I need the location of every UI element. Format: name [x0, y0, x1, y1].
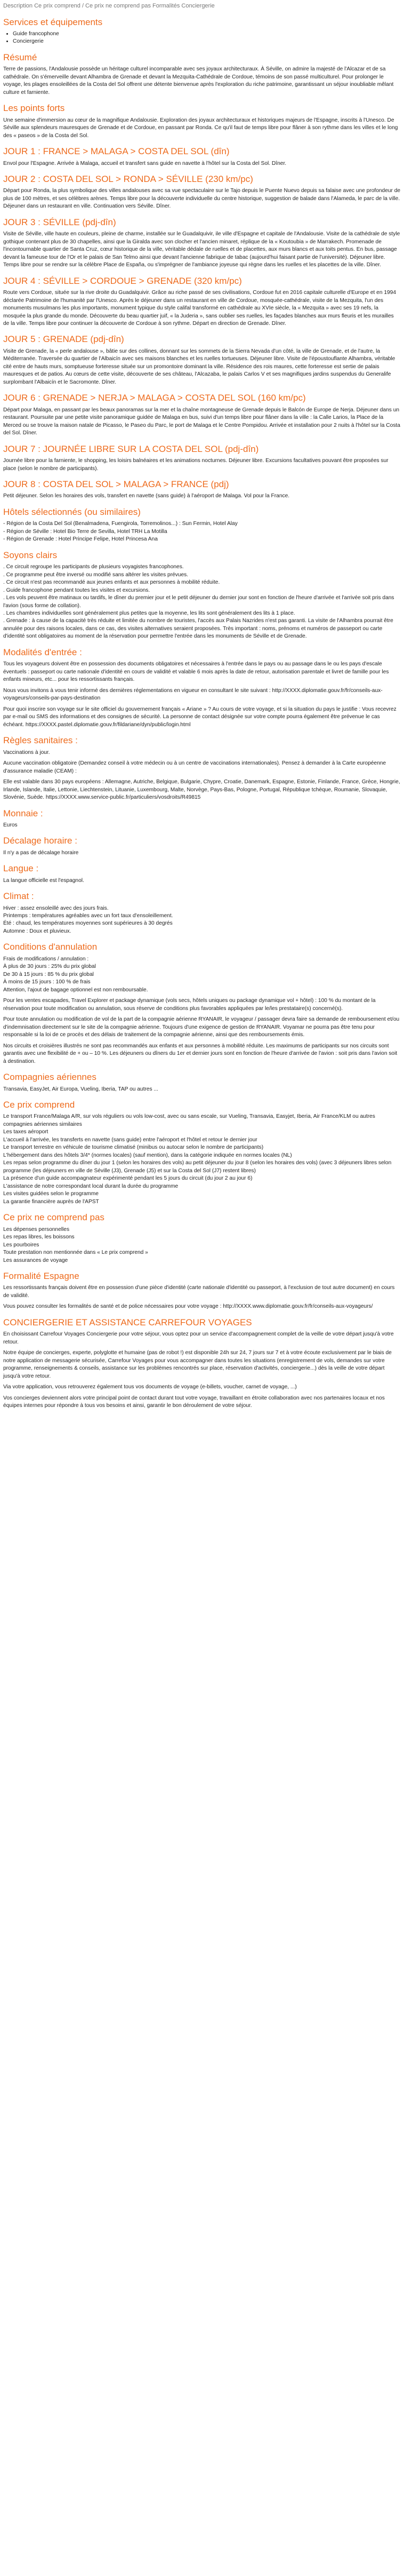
airlines-text: Transavia, EasyJet, Air Europa, Vueling, Iberia, TAP ou autres ... — [3, 1086, 158, 1092]
concierge-paragraph: Via votre application, vous retrouverez également tous vos documents de voyage (e-billets, voucher, carnet de voyage, ...) — [3, 1384, 297, 1390]
cancellation-fees — [3, 956, 401, 994]
excludes-line: Les assurances de voyage — [3, 1257, 68, 1263]
excludes-line: Les pourboires — [3, 1242, 39, 1248]
climate-line: Été : chaud, les températures moyennes sont supérieures à 30 degrés — [3, 920, 173, 927]
day-2-text: Départ pour Ronda, la plus symbolique des villes andalouses avec sa vue spectaculaire sur le Tajo depuis le Puente Nuevo depuis sa falaise avec une profondeur de plus de 100 mètres, et ses célèbres arènes. Temps libre pour la découverte individuelle du centre historique, suggestion de balade dans l'Alameda, le parc de la ville. Déjeuner dans un restaurant en ville. Continuation vers Séville. Dîner. — [3, 188, 401, 210]
entry-paragraph: Pour quoi inscrire son voyage sur le site officiel du gouvernement français « Ariane » ? Au cours de votre voyage, et si la situation du pays le justifie : Vous recevrez par e-mail ou SMS des informations et des consignes de sécurité. La personne de contact désignée sur votre compte pourra également être prévenue le cas échéant. https://XXXX.pastel.diplomatie.gouv.fr/fildariane/dyn/public/login.html — [3, 706, 397, 728]
resume-heading: Résumé — [3, 52, 37, 62]
list-item: • Guide francophone — [13, 30, 401, 38]
excludes-line: Toute prestation non mentionnée dans « Le prix comprend » — [3, 1250, 148, 1256]
concierge-paragraph: Notre équipe de concierges, experte, polyglotte et humaine (pas de robot !) est disponible 24h sur 24, 7 jours sur 7 et à votre écoute exclusivement par le biais de notre application de messagerie sécurisée, Carrefour Voyages pour vous accompagner dans toutes les situations (enregistrement de vols, demandes sur votre programme, renseignements & conseils, assistance sur les problèmes rencontrés sur place, réservation d'activités, conciergerie...) dès la veille de votre départ jusqu'à votre retour. — [3, 1350, 392, 1379]
day-1-text: Envol pour l'Espagne. Arrivée à Malaga, accueil et transfert sans guide en navette à l'hôtel sur la Costa del Sol. Dîner. — [3, 160, 287, 166]
climate-line: Printemps : températures agréables avec un fort taux d'ensoleillement. — [3, 913, 173, 919]
includes-line: La présence d'un guide accompagnateur expérimenté pendant les 5 jours du circuit (du jour 2 au jour 6) — [3, 1175, 253, 1182]
excludes-line: Les dépenses personnelles — [3, 1226, 70, 1233]
hotels-heading: Hôtels sélectionnés (ou similaires) — [3, 506, 141, 517]
concierge-paragraph: En choisissant Carrefour Voyages Conciergerie pour votre séjour, vous optez pour un service d'accompagnement complet de la veille de votre départ jusqu'à votre retour. — [3, 1331, 394, 1345]
day-4-heading: JOUR 4 : SÉVILLE > CORDOUE > GRENADE (320 km/pc) — [3, 275, 242, 286]
note-line: . Ce programme peut être inversé ou modifié sans altérer les visites prévues. — [3, 571, 189, 578]
price-includes-list — [3, 1113, 401, 1206]
day-2-heading: JOUR 2 : COSTA DEL SOL > RONDA > SÉVILLE (230 km/pc) — [3, 174, 253, 185]
health-paragraph: Vaccinations à jour. — [3, 749, 50, 756]
excludes-line: Les repas libres, les boissons — [3, 1234, 75, 1241]
includes-line: Le transport terrestre en véhicule de tourisme climatisé (minibus ou autocar selon le nombre de participants) — [3, 1144, 264, 1151]
resume-text: Terre de passions, l'Andalousie possède un héritage culturel incomparable avec ses joyaux architecturaux. À Séville, on admire la majesté de l'Alcazar et de sa cathédrale. On s'émerveille devant Alhambra de Grenade et devant la Mezquita-Cathédrale de Cordoue, témoins de son passé multiculturel. Pour prolonger le voyage, les plages ensoleillées de la Costa del Sol offrent une détente bienvenue après l'exploration du riche patrimoine, garantissant un séjour inoubliable mêlant culture et farniente. — [3, 66, 394, 96]
health-paragraph: Elle est valable dans 30 pays européens : Allemagne, Autriche, Belgique, Bulgarie, Chypre, Croatie, Danemark, Espagne, Estonie, Finlande, France, Grèce, Hongrie, Irlande, Islande, Italie, Lettonie, Liechtenstein, Lituanie, Luxembourg, Malte, Norvège, Pays-Bas, Pologne, Portugal, République tchèque, Roumanie, Slovaquie, Slovénie, Suède. https://XXXX.www.service-public.fr/particuliers/vosdroits/R49815 — [3, 779, 400, 801]
concierge-paragraph: Vos concierges deviennent alors votre principal point de contact durant tout votre voyage, travaillant en étroite collaboration avec nos partenaires locaux et nos équipes internes pour répondre à tous vos besoins et ainsi, garantir le bon déroulement de votre séjour. — [3, 1395, 385, 1409]
day-8-heading: JOUR 8 : COSTA DEL SOL > MALAGA > FRANCE (pdj) — [3, 479, 229, 489]
note-line: . Guide francophone pendant toutes les visites et excursions. — [3, 587, 150, 593]
cancellation-paragraph: Pour les ventes escapades, Travel Explorer et package dynamique (vols secs, hôtels uniques ou package dynamique vol + hôtel) : 100 % du montant de la réservation pour toute modification ou annulation, sous réserve de conditions plus favorables appliquées par le/les prestataire(s) concerné(s). — [3, 998, 376, 1012]
day-5-text: Visite de Grenade, la « perle andalouse », bâtie sur des collines, donnant sur les sommets de la Sierra Nevada d'un côté, la ville de Grenade, et de l'autre, la Méditerranée. Traversée du quartier de l'Albaicín avec ses maisons blanches et les ruelles tortueuses. Déjeuner libre. Visite de l'époustouflante Alhambra, véritable cité entre de hauts murs, somptueuse forteresse située sur un promontoire dominant la ville. Résidence des rois maures, cette forteresse est sertie de palais mauresques et de patios. Au cœurs de cette visite, découverte de ses château, l'Alcazaba, le palais Carlos V et ses magnifiques jardins suspendus du Generalife surplombant l'Albaicín et le Sacromonte. Dîner. — [3, 348, 395, 385]
entry-paragraph: Nous vous invitons à vous tenir informé des dernières réglementations en vigueur en consultant le site suivant : http://XXXX.diplomatie.gouv.fr/fr/conseils-aux-voyageurs/conseils-par-pays-destination — [3, 687, 383, 702]
timezone-text: Il n'y a pas de décalage horaire — [3, 849, 79, 856]
entry-heading: Modalités d'entrée : — [3, 647, 82, 657]
includes-line: L'accueil à l'arrivée, les transferts en navette (sans guide) entre l'aéroport et l'hôtel et retour le dernier jour — [3, 1136, 257, 1143]
note-line: . Les vols peuvent être matinaux ou tardifs, le dîner du premier jour et le petit déjeuner du dernier jour sont en fonction de l'heure d'arrivée et l'arrivée soit pris dans l'avion (sous forme de collation). — [3, 595, 394, 609]
fee-line: À plus de 30 jours : 25% du prix global — [3, 964, 96, 970]
services-heading: Services et équipements — [3, 17, 103, 27]
day-6-heading: JOUR 6 : GRENADE > NERJA > MALAGA > COSTA DEL SOL (160 km/pc) — [3, 393, 306, 403]
highlights-text: Une semaine d'immersion au cœur de la magnifique Andalousie. Exploration des joyaux architecturaux et historiques majeurs de l'Espagne, inscrits à l'Unesco. De Séville aux splendeurs mauresques de Grenade et de Cordoue, en passant par Ronda. Ce qu'il faut de temps libre pour flâner à son rythme dans les villes et le long des « paseos » de la Costa del Sol. — [3, 117, 398, 139]
climate-list — [3, 905, 401, 936]
hotel-line: - Région de Séville : Hotel Bio Terre de Sevilla, Hotel TRH La Motilla — [3, 528, 167, 535]
cancellation-paragraph: Pour toute annulation ou modification de vol de la part de la compagnie aérienne RYANAIR, le voyageur / passager devra faire sa demande de remboursement et/ou d'indemnisation directement sur le site de la compagnie aérienne. Toujours d'une exigence de gestion de RYANAIR. Voyamar ne pourra pas être tenu pour responsable si la loi de ce procès et des délais de traitement de la compagnie aérienne, ainsi que des remboursements émis. — [3, 1016, 400, 1038]
price-excludes-heading: Ce prix ne comprend pas — [3, 1212, 104, 1223]
hotel-line: - Région de Grenade : Hotel Principe Felipe, Hotel Princesa Ana — [3, 536, 158, 543]
entry-paragraph: Tous les voyageurs doivent être en possession des documents obligatoires et nécessaires à l'entrée dans le pays ou au passage dans le ou les pays d'escale éventuels : passeport ou carte nationale d'identité en cours de validité et valable 6 mois après la date de retour, autorisation parentale et livret de famille pour les enfants mineurs, etc... pour les ressortissants français. — [3, 661, 389, 683]
note-line: . Grenade : à cause de la capacité très réduite et limitée du nombre de touristes, l'accès aux Palais Nazrides n'est pas garanti. La visite de l'Alhambra pourrait être annulée pour des raisons locales, dans ce cas, des visites alternatives seraient proposées. Très important : noms, prénoms et numéros de passeport ou carte d'identité sont obligatoires au moment de la réservation pour permettre l'entrée dans les monuments de Séville et de Grenade. — [3, 618, 393, 640]
day-3-heading: JOUR 3 : SÉVILLE (pdj-dîn) — [3, 217, 116, 227]
note-line: . Ce circuit n'est pas recommandé aux jeunes enfants et aux personnes à mobilité réduite. — [3, 579, 220, 586]
includes-line: Les visites guidées selon le programme — [3, 1191, 99, 1197]
day-7-text: Journée libre pour la farniente, le shopping, les loisirs balnéaires et les animations nocturnes. Déjeuner libre. Excursions facultatives pouvant être proposées sur place (selon le nombre de participants). — [3, 458, 389, 472]
currency-text: Euros — [3, 822, 18, 828]
language-text: La langue officielle est l'espagnol. — [3, 877, 84, 884]
note-line: . Ce circuit regroupe les participants de plusieurs voyagistes francophones. — [3, 564, 184, 570]
includes-line: L'hébergement dans des hôtels 3/4* (normes locales) (sauf mention), dans la catégorie indiquée en normes locales (NL) — [3, 1152, 292, 1158]
hotel-line: - Région de la Costa Del Sol (Benalmadena, Fuengirola, Torremolinos...) : Sun Fermin, Hotel Alay — [3, 521, 238, 527]
highlights-heading: Les points forts — [3, 103, 65, 114]
note-line: . Les chambres individuelles sont généralement plus petites que la moyenne, les lits sont généralement des lits à 1 place. — [3, 610, 295, 616]
price-includes-heading: Ce prix comprend — [3, 1100, 75, 1110]
health-paragraph: Aucune vaccination obligatoire (Demandez conseil à votre médecin ou à un centre de vaccinations internationales). Pensez à demander à la Carte européenne d'assurance maladie (CEAM) : — [3, 760, 386, 774]
list-item: • Conciergerie — [13, 38, 401, 45]
fee-line: Attention, l'ajout de bagage optionnel est non remboursable. — [3, 987, 148, 993]
airlines-heading: Compagnies aériennes — [3, 1072, 96, 1083]
language-heading: Langue : — [3, 863, 39, 874]
currency-heading: Monnaie : — [3, 808, 43, 818]
day-8-text: Petit déjeuner. Selon les horaires des vols, transfert en navette (sans guide) à l'aéroport de Malaga. Vol pour la France. — [3, 493, 290, 499]
fee-line: De 30 à 15 jours : 85 % du prix global — [3, 971, 94, 977]
day-5-heading: JOUR 5 : GRENADE (pdj-dîn) — [3, 334, 124, 345]
climate-line: Hiver : assez ensoleillé avec des jours frais. — [3, 905, 109, 911]
includes-line: La garantie financière auprès de l'APST — [3, 1198, 99, 1205]
day-1-heading: JOUR 1 : FRANCE > MALAGA > COSTA DEL SOL (dîn) — [3, 146, 230, 157]
fee-line: Frais de modifications / annulation : — [3, 956, 89, 962]
climate-line: Automne : Doux et pluvieux. — [3, 928, 71, 934]
price-excludes-list — [3, 1226, 401, 1265]
tabs-description: Description Ce prix comprend / Ce prix ne comprend pas Formalités Conciergerie — [3, 3, 215, 9]
timezone-heading: Décalage horaire : — [3, 836, 77, 846]
concierge-heading: CONCIERGERIE ET ASSISTANCE CARREFOUR VOYAGES — [3, 1317, 252, 1327]
cancellation-heading: Conditions d'annulation — [3, 942, 98, 952]
includes-line: Les repas selon programme du dîner du jour 1 (selon les horaires des vols) au petit déjeuner du jour 8 (selon les horaires des vols) (avec 3 déjeuners libres selon programme (les déjeuners en ville de Séville (J3), Grenade (J5) et sur la Costa del Sol (J7) restent libres) — [3, 1160, 392, 1174]
services-list — [3, 30, 401, 46]
climate-heading: Climat : — [3, 891, 34, 902]
clear-heading: Soyons clairs — [3, 550, 58, 560]
cancellation-paragraph: Nos circuits et croisières illustrés ne sont pas recommandés aux enfants et aux personnes à mobilité réduite. Les maximums de participants sur nos circuits sont garantis avec une flexibilité de + ou – 10 %. Les déjeuners ou dîners du 1er et dernier jours sont en fonction de l'heure d'arrivée de l'avion : soit pris dans l'avion soit à destination. — [3, 1043, 398, 1064]
formalities-paragraph: Vous pouvez consulter les formalités de santé et de police nécessaires pour votre voyage : http://XXXX.www.diplomatie.gouv.fr/fr/conseils-aux-voyageurs/ — [3, 1303, 373, 1310]
formalities-paragraph: Les ressortissants français doivent être en possession d'une pièce d'identité (carte nationale d'identité ou passeport, à l'exclusion de tout autre document) en cours de validité. — [3, 1285, 395, 1299]
includes-line: Les taxes aéroport — [3, 1129, 49, 1135]
hotels-list — [3, 520, 401, 543]
health-heading: Règles sanitaires : — [3, 735, 78, 746]
day-6-text: Départ pour Malaga, en passant par les beaux panoramas sur la mer et la chaîne montagneuse de Grenade depuis le Balcón de Europe de Nerja. Déjeuner dans un restaurant. Poursuite par une petite visite panoramique guidée de Malaga en bus, suivi d'un temps libre pour flâner dans la ville : la Calle Larios, la Place de la Merced ou se trouve la maison natale de Picasso, le Paseo du Parc, le port de Malaga et le Centre Pompidou. Arrivée et installation pour 2 nuits à l'hôtel sur la Costa del Sol. Dîner. — [3, 407, 400, 436]
includes-line: L'assistance de notre correspondant local durant la durée du programme — [3, 1183, 179, 1189]
fee-line: À moins de 15 jours : 100 % de frais — [3, 979, 91, 985]
day-7-heading: JOUR 7 : JOURNÉE LIBRE SUR LA COSTA DEL SOL (pdj-dîn) — [3, 443, 259, 454]
includes-line: Le transport France/Malaga A/R, sur vols réguliers ou vols low-cost, avec ou sans escale, sur Vueling, Transavia, Easyjet, Iberia, Air France/KLM ou autres compagnies aériennes similaires — [3, 1114, 375, 1127]
day-4-text: Route vers Cordoue, située sur la rive droite du Guadalquivir. Grâce au riche passé de ses civilisations, Cordoue fut en 2016 capitale culturelle d'Europe et en 1994 déclarée Patrimoine de l'humanité par l'Unesco. Après le déjeuner dans un restaurant en ville de Cordoue, mosquée-cathédrale, visite de la Mezquita, l'un des monuments musulmans les plus importants, monument typique du style califal transformé en cathédrale au XVIe siècle, la « Mezquita » avec ses 19 nefs, la mosquée la plus grande du monde. Découverte du beau quartier juif, « la Juderia », sans oublier ses ruelles, les façades blanches aux murs fleuris et les murailles de la ville. Temps libre pour continuer la découverte de Cordoue à son rythme. Départ en direction de Grenade. Dîner. — [3, 290, 397, 327]
clear-notes — [3, 563, 401, 641]
formalities-heading: Formalité Espagne — [3, 1271, 79, 1282]
day-3-text: Visite de Séville, ville haute en couleurs, pleine de charme, installée sur le Guadalquivir, ile ville d'Espagne et capitale de l'Andalousie. Visite de la cathédrale de style gothique contenant plus de 30 chapelles, ainsi que la Giralda avec son clocher et l'ancien minaret, réplique de la « Koutoubia » de Marrakech. Promenade de l'incontournable quartier de Santa Cruz, cœur historique de la ville, véritable dédale de ruelles et de placettes, aux murs blancs et aux toits pentus. En bus, passage devant la fameuse tour de l'Or et le palais de San Telmo ainsi que devant l'ancienne fabrique de tabac (aujourd'hui faisant partie de l'université). Déjeuner libre. Temps libre pour se rendre sur la célèbre Place de España, ou s'imprégner de l'ambiance joyeuse qui règne dans les ruelles et les placettes de la ville. Dîner. — [3, 231, 400, 268]
